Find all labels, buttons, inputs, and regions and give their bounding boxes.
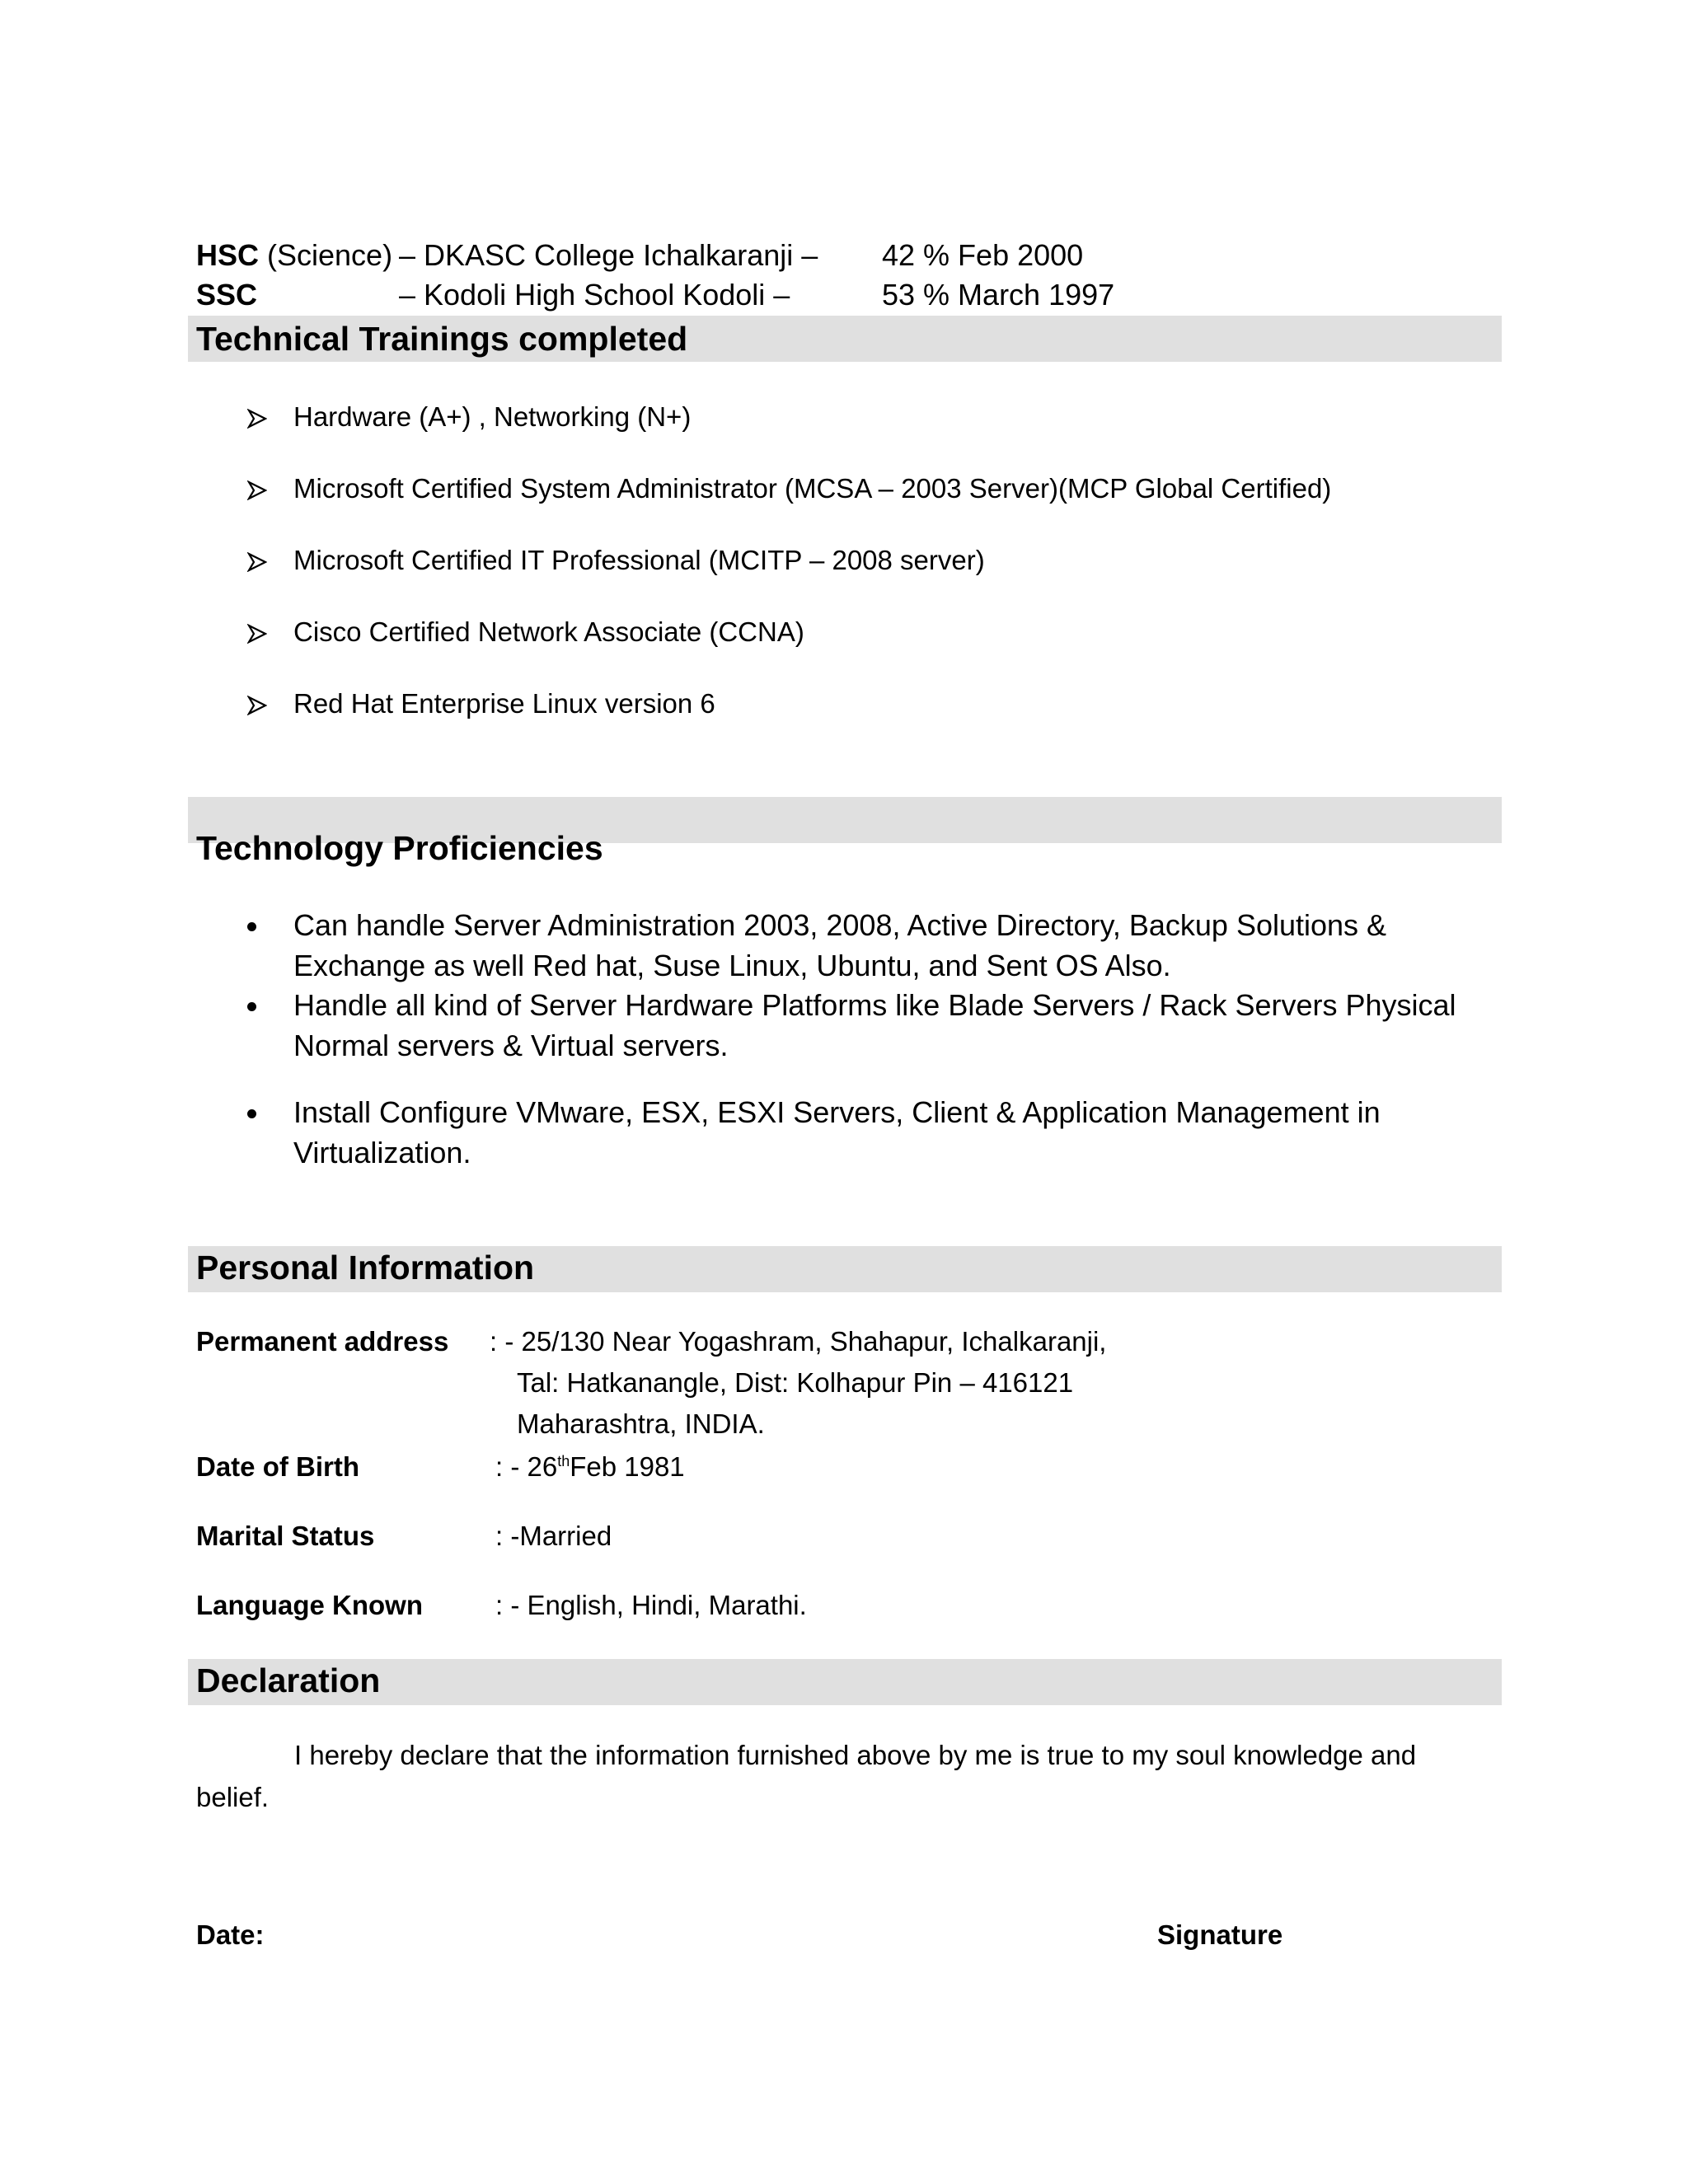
marital-label: Marital Status: [196, 1521, 375, 1551]
result: 42 % Feb 2000: [882, 238, 1084, 272]
declaration-text: belief.: [196, 1782, 270, 1812]
dob-label: Date of Birth: [196, 1451, 359, 1482]
qualification: SSC: [196, 278, 258, 312]
signature-label: Signature: [1157, 1919, 1283, 1950]
declaration-text: I hereby declare that the information furnished above by me is true to my soul knowledge and: [294, 1740, 1417, 1770]
address-line: Maharashtra, INDIA.: [517, 1408, 765, 1439]
section-band: [188, 1659, 1502, 1705]
language-label: Language Known: [196, 1590, 423, 1620]
arrowhead-bullet-icon: [247, 471, 269, 500]
bullet-icon: [247, 1109, 256, 1118]
dob-day: : - 26: [495, 1451, 558, 1482]
section-heading-declaration: Declaration: [196, 1661, 381, 1699]
bullet-icon: [247, 922, 256, 931]
qualification: HSC: [196, 238, 260, 272]
result: 53 % March 1997: [882, 278, 1115, 312]
institution: – Kodoli High School Kodoli –: [399, 278, 790, 312]
training-text: Cisco Certified Network Associate (CCNA): [293, 616, 804, 647]
stream: (Science): [259, 238, 393, 272]
dob-suffix: th: [557, 1453, 570, 1469]
arrowhead-bullet-icon: [247, 614, 269, 644]
language-value: : - English, Hindi, Marathi.: [495, 1590, 807, 1620]
section-heading-trainings: Technical Trainings completed: [196, 320, 688, 358]
bullet-icon: [247, 1002, 256, 1011]
education-row: [196, 236, 392, 275]
institution: – DKASC College Ichalkaranji –: [399, 238, 818, 272]
dob-month-year: Feb 1981: [570, 1451, 685, 1482]
address-label: Permanent address: [196, 1326, 449, 1357]
training-text: Microsoft Certified System Administrator (MCSA – 2003 Server)(MCP Global Certified): [293, 473, 1332, 504]
arrowhead-bullet-icon: [247, 686, 269, 715]
section-heading-proficiencies: Technology Proficiencies: [196, 829, 603, 867]
training-text: Microsoft Certified IT Professional (MCITP – 2008 server): [293, 545, 985, 575]
proficiency-text: Install Configure VMware, ESX, ESXI Servers, Client & Application Management in Virtualization.: [293, 1095, 1381, 1169]
marital-value: : -Married: [495, 1521, 612, 1551]
proficiency-text: Handle all kind of Server Hardware Platforms like Blade Servers / Rack Servers Physical Normal servers & Virtual servers.: [293, 988, 1456, 1062]
address-line: : - 25/130 Near Yogashram, Shahapur, Ichalkaranji,: [490, 1326, 1107, 1357]
dob-value: [495, 1449, 685, 1485]
section-heading-personal: Personal Information: [196, 1249, 535, 1286]
date-label: Date:: [196, 1919, 265, 1950]
training-text: Red Hat Enterprise Linux version 6: [293, 688, 715, 719]
training-text: Hardware (A+) , Networking (N+): [293, 401, 692, 432]
proficiency-text: Can handle Server Administration 2003, 2008, Active Directory, Backup Solutions & Exchange as well Red hat, Suse Linux, Ubuntu, and Sent OS Also.: [293, 908, 1387, 982]
address-line: Tal: Hatkanangle, Dist: Kolhapur Pin – 416121: [517, 1367, 1074, 1398]
arrowhead-bullet-icon: [247, 399, 269, 429]
arrowhead-bullet-icon: [247, 542, 269, 572]
